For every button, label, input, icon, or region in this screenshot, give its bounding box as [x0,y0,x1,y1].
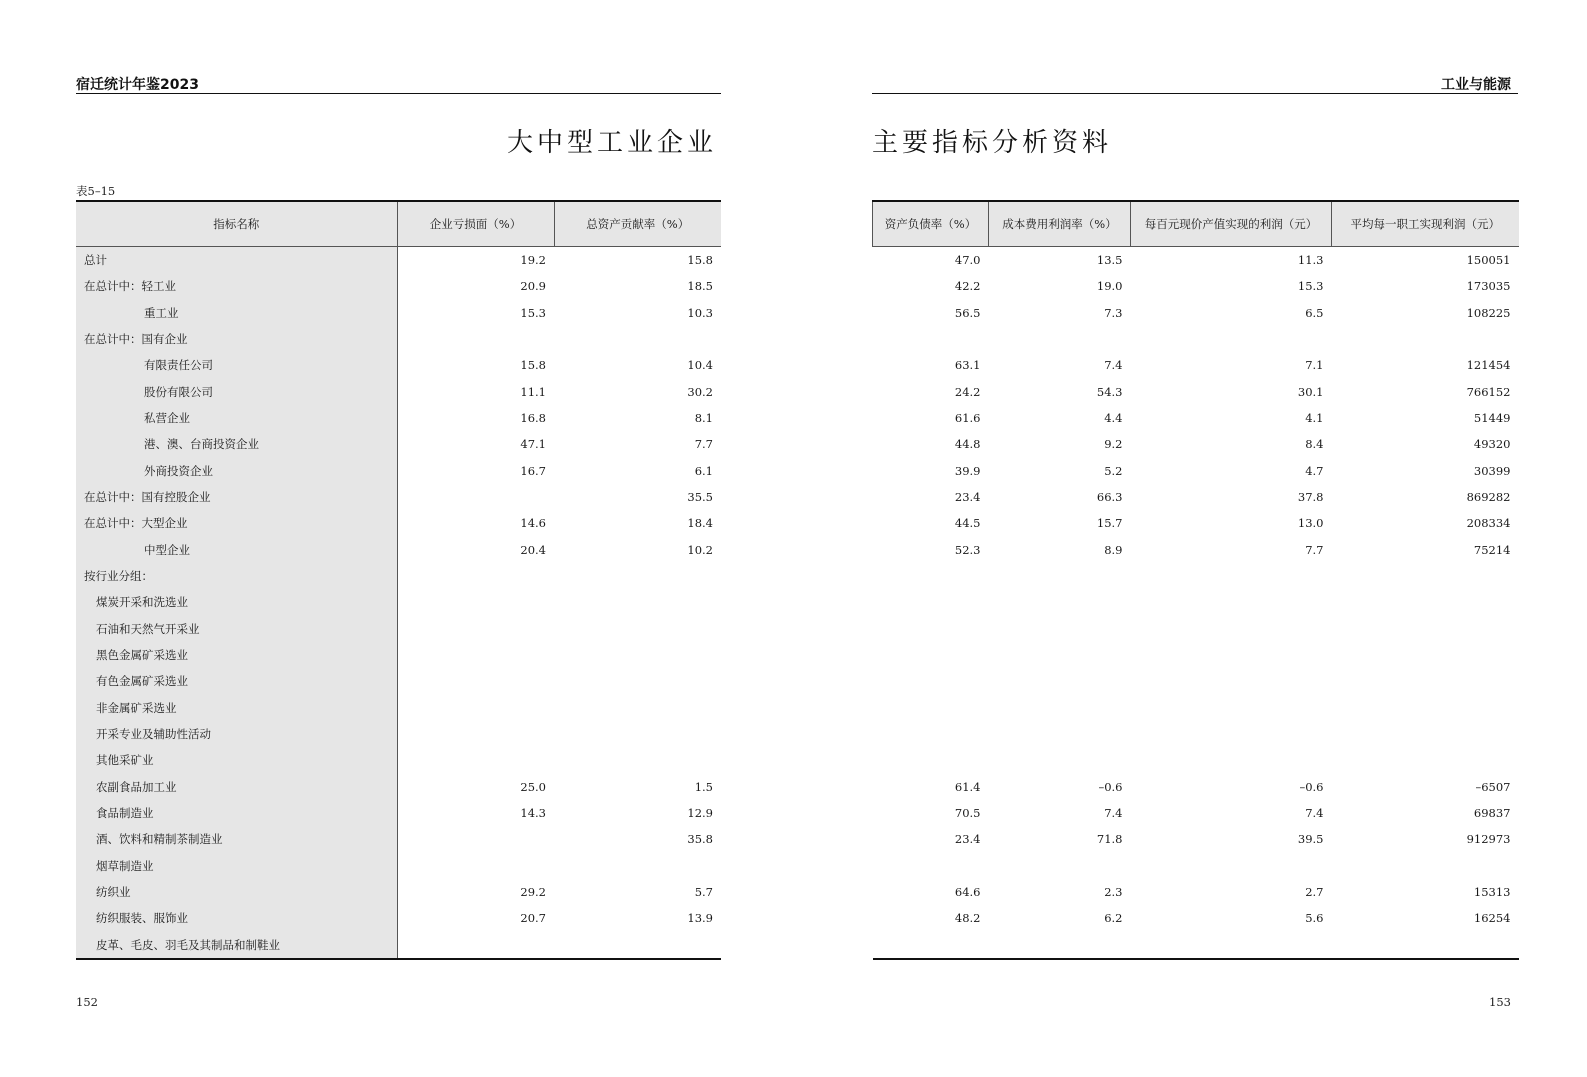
cell-cost-profit [989,616,1131,642]
cell-profit-per-worker [1332,668,1519,694]
cell-profit-per-100 [1131,853,1332,879]
page-title-right: 主要指标分析资料 [872,128,1113,158]
cell-cost-profit [989,589,1131,615]
cell-loss-rate: 15.3 [520,305,546,320]
cell-profit-per-worker: 150051 [1466,253,1511,268]
table-row [76,247,721,274]
cell-profit-per-100: 11.3 [1297,253,1324,268]
header-cost-profit-ratio: 成本费用利润率（%） [989,201,1131,247]
cell-debt-ratio: 23.4 [954,832,981,847]
cell-cost-profit: 7.3 [1104,305,1123,320]
cell-loss-rate [397,326,554,352]
table-row [76,774,721,800]
cell-asset-contrib: 6.1 [694,463,713,478]
cell-profit-per-worker: 15313 [1473,885,1511,900]
cell-asset-contrib: 8.1 [694,411,713,426]
table-row [873,826,1519,852]
cell-profit-per-worker [1332,589,1519,615]
cell-profit-per-100 [1131,642,1332,668]
header-debt-ratio: 资产负债率（%） [873,201,989,247]
running-head-left: 宿迁统计年鉴2023 [76,77,199,93]
cell-profit-per-worker: 869282 [1466,490,1511,505]
cell-profit-per-worker: –6507 [1475,779,1511,794]
cell-asset-contrib: 5.7 [694,885,713,900]
cell-loss-rate [397,616,554,642]
cell-profit-per-100: 30.1 [1297,384,1324,399]
table-row [873,563,1519,589]
cell-loss-rate [397,695,554,721]
cell-loss-rate: 20.9 [520,279,546,294]
cell-profit-per-100 [1131,326,1332,352]
cell-profit-per-100 [1131,616,1332,642]
table-row [76,721,721,747]
table-row [76,905,721,931]
cell-cost-profit: 7.4 [1104,358,1123,373]
row-label: 开采专业及辅助性活动 [76,721,397,747]
cell-debt-ratio: 23.4 [954,490,981,505]
table-row [76,853,721,879]
cell-profit-per-worker: 49320 [1473,437,1511,452]
table-row [76,616,721,642]
cell-asset-contrib: 15.8 [687,253,713,268]
cell-profit-per-100 [1131,721,1332,747]
left-table-body [76,247,721,959]
left-header-row [76,201,721,247]
cell-profit-per-100: 39.5 [1297,832,1324,847]
cell-loss-rate: 15.8 [520,358,546,373]
cell-asset-contrib: 1.5 [694,779,713,794]
row-label: 外商投资企业 [76,458,397,484]
cell-asset-contrib [554,747,721,773]
cell-profit-per-100: 6.5 [1305,305,1324,320]
cell-asset-contrib: 30.2 [687,384,713,399]
cell-debt-ratio [873,616,989,642]
table-row [873,431,1519,457]
row-label: 港、澳、台商投资企业 [76,431,397,457]
cell-debt-ratio [873,747,989,773]
table-row [873,905,1519,931]
cell-profit-per-100: 7.7 [1305,542,1324,557]
cell-debt-ratio: 48.2 [954,911,981,926]
cell-debt-ratio: 44.8 [954,437,981,452]
table-row [76,537,721,563]
table-row [76,589,721,615]
table-row [873,589,1519,615]
cell-debt-ratio: 70.5 [954,806,981,821]
cell-asset-contrib: 10.4 [687,358,713,373]
cell-cost-profit [989,747,1131,773]
row-label: 按行业分组： [76,563,397,589]
cell-cost-profit: 66.3 [1096,490,1123,505]
cell-profit-per-100: 7.4 [1305,806,1324,821]
table-row [76,300,721,326]
right-table-body [873,247,1519,959]
cell-debt-ratio: 63.1 [954,358,981,373]
table-row [873,695,1519,721]
cell-asset-contrib [554,853,721,879]
row-label: 食品制造业 [76,800,397,826]
cell-loss-rate: 47.1 [520,437,546,452]
cell-loss-rate: 29.2 [520,885,546,900]
cell-profit-per-100: 15.3 [1297,279,1324,294]
cell-loss-rate [397,589,554,615]
right-stat-table [872,200,1519,960]
row-label: 农副食品加工业 [76,774,397,800]
row-label: 总计 [76,247,397,274]
table-row [76,932,721,959]
header-loss-rate: 企业亏损面（%） [397,201,554,247]
table-row [873,537,1519,563]
row-label: 其他采矿业 [76,747,397,773]
cell-cost-profit [989,695,1131,721]
table-row [873,642,1519,668]
page-number-left: 152 [76,995,98,1009]
row-label: 煤炭开采和洗选业 [76,589,397,615]
cell-debt-ratio: 24.2 [954,384,981,399]
table-row [873,932,1519,959]
left-stat-table [76,200,721,960]
cell-asset-contrib: 18.5 [687,279,713,294]
table-row [873,879,1519,905]
table-row [873,747,1519,773]
cell-debt-ratio [873,668,989,694]
cell-asset-contrib [554,695,721,721]
header-rule-right [872,93,1518,94]
table-row [76,695,721,721]
cell-cost-profit [989,642,1131,668]
cell-cost-profit: 4.4 [1104,411,1123,426]
header-profit-per-worker: 平均每一职工实现利润（元） [1332,201,1519,247]
cell-cost-profit: 5.2 [1104,463,1123,478]
running-head-right: 工业与能源 [1441,77,1511,93]
cell-asset-contrib: 12.9 [687,806,713,821]
cell-loss-rate [397,484,554,510]
table-row [76,668,721,694]
row-label: 在总计中：国有企业 [76,326,397,352]
header-indicator-name: 指标名称 [76,201,397,247]
cell-profit-per-worker [1332,326,1519,352]
row-label: 纺织服装、服饰业 [76,905,397,931]
right-page [793,0,1587,1077]
cell-cost-profit [989,932,1131,959]
cell-profit-per-100: 13.0 [1297,516,1324,531]
cell-profit-per-worker [1332,642,1519,668]
header-rule-left [76,93,721,94]
table-row [873,300,1519,326]
row-label: 在总计中：国有控股企业 [76,484,397,510]
cell-debt-ratio: 64.6 [954,885,981,900]
cell-loss-rate [397,747,554,773]
cell-debt-ratio: 52.3 [954,542,981,557]
table-row [873,853,1519,879]
cell-cost-profit: 7.4 [1104,806,1123,821]
cell-asset-contrib: 13.9 [687,911,713,926]
page-number-right: 153 [1489,995,1511,1009]
cell-debt-ratio: 61.6 [954,411,981,426]
table-row [76,379,721,405]
cell-profit-per-worker [1332,616,1519,642]
cell-cost-profit [989,326,1131,352]
cell-cost-profit: 6.2 [1104,911,1123,926]
table-row [76,879,721,905]
row-label: 烟草制造业 [76,853,397,879]
cell-profit-per-100 [1131,932,1332,959]
cell-profit-per-worker: 121454 [1466,358,1511,373]
cell-asset-contrib: 10.2 [687,542,713,557]
cell-debt-ratio [873,853,989,879]
cell-loss-rate: 14.6 [520,516,546,531]
cell-loss-rate [397,668,554,694]
cell-debt-ratio: 39.9 [954,463,981,478]
cell-asset-contrib: 35.8 [687,832,713,847]
cell-debt-ratio [873,326,989,352]
cell-loss-rate: 20.4 [520,542,546,557]
cell-debt-ratio [873,932,989,959]
cell-profit-per-100: 2.7 [1305,885,1324,900]
cell-profit-per-worker: 766152 [1466,384,1511,399]
cell-profit-per-worker: 173035 [1466,279,1511,294]
page-title-left: 大中型工业企业 [506,128,717,158]
cell-cost-profit: 71.8 [1096,832,1123,847]
cell-profit-per-100: 8.4 [1305,437,1324,452]
table-row [76,431,721,457]
table-row [873,273,1519,299]
cell-asset-contrib: 18.4 [687,516,713,531]
table-row [76,405,721,431]
cell-debt-ratio [873,721,989,747]
table-row [873,616,1519,642]
cell-cost-profit: 13.5 [1096,253,1123,268]
table-row [76,642,721,668]
cell-profit-per-100 [1131,589,1332,615]
cell-asset-contrib: 35.5 [687,490,713,505]
cell-asset-contrib [554,616,721,642]
cell-cost-profit: 19.0 [1096,279,1123,294]
right-header-row [873,201,1519,247]
cell-profit-per-worker [1332,853,1519,879]
cell-cost-profit [989,668,1131,694]
table-row [873,484,1519,510]
cell-cost-profit: 2.3 [1104,885,1123,900]
cell-profit-per-worker: 16254 [1473,911,1511,926]
cell-loss-rate: 14.3 [520,806,546,821]
cell-debt-ratio: 42.2 [954,279,981,294]
cell-cost-profit: 54.3 [1096,384,1123,399]
cell-profit-per-100: 5.6 [1305,911,1324,926]
cell-loss-rate: 25.0 [520,779,546,794]
cell-profit-per-worker: 208334 [1466,516,1511,531]
table-row [873,510,1519,536]
table-row [873,326,1519,352]
table-row [76,826,721,852]
row-label: 私营企业 [76,405,397,431]
cell-profit-per-worker [1332,563,1519,589]
cell-loss-rate: 16.7 [520,463,546,478]
cell-cost-profit: 8.9 [1104,542,1123,557]
row-label: 酒、饮料和精制茶制造业 [76,826,397,852]
table-row [873,352,1519,378]
cell-cost-profit: –0.6 [1098,779,1123,794]
row-label: 黑色金属矿采选业 [76,642,397,668]
table-row [873,247,1519,274]
table-row [76,800,721,826]
row-label: 纺织业 [76,879,397,905]
table-row [76,510,721,536]
row-label: 皮革、毛皮、羽毛及其制品和制鞋业 [76,932,397,959]
cell-profit-per-100: 7.1 [1305,358,1324,373]
cell-cost-profit [989,563,1131,589]
table-number: 表5–15 [76,184,116,198]
cell-profit-per-100 [1131,747,1332,773]
cell-loss-rate: 16.8 [520,411,546,426]
cell-profit-per-worker [1332,932,1519,959]
cell-asset-contrib [554,563,721,589]
cell-cost-profit [989,721,1131,747]
row-label: 在总计中：轻工业 [76,273,397,299]
cell-profit-per-100: 4.1 [1305,411,1324,426]
cell-debt-ratio [873,695,989,721]
cell-cost-profit: 9.2 [1104,437,1123,452]
row-label: 非金属矿采选业 [76,695,397,721]
table-row [873,668,1519,694]
row-label: 有色金属矿采选业 [76,668,397,694]
cell-loss-rate [397,853,554,879]
left-page [0,0,793,1077]
cell-profit-per-100: 4.7 [1305,463,1324,478]
cell-asset-contrib [554,932,721,959]
cell-loss-rate [397,563,554,589]
table-row [76,273,721,299]
cell-profit-per-100 [1131,695,1332,721]
cell-profit-per-100: –0.6 [1299,779,1324,794]
cell-loss-rate [397,721,554,747]
header-profit-per-100: 每百元现价产值实现的利润（元） [1131,201,1332,247]
row-label: 石油和天然气开采业 [76,616,397,642]
cell-profit-per-worker: 51449 [1473,411,1511,426]
cell-asset-contrib: 7.7 [694,437,713,452]
row-label: 在总计中：大型企业 [76,510,397,536]
cell-profit-per-worker: 69837 [1473,806,1511,821]
table-row [76,563,721,589]
cell-debt-ratio [873,642,989,668]
cell-loss-rate: 20.7 [520,911,546,926]
cell-debt-ratio: 44.5 [954,516,981,531]
table-row [76,484,721,510]
cell-profit-per-worker [1332,747,1519,773]
cell-profit-per-worker: 75214 [1473,542,1511,557]
cell-asset-contrib [554,589,721,615]
cell-profit-per-100 [1131,563,1332,589]
cell-asset-contrib [554,326,721,352]
cell-profit-per-100: 37.8 [1297,490,1324,505]
table-row [873,458,1519,484]
cell-cost-profit: 15.7 [1096,516,1123,531]
table-row [873,800,1519,826]
table-row [873,774,1519,800]
cell-cost-profit [989,853,1131,879]
table-row [873,379,1519,405]
cell-asset-contrib [554,721,721,747]
cell-debt-ratio [873,563,989,589]
cell-debt-ratio: 47.0 [954,253,981,268]
header-asset-contribution: 总资产贡献率（%） [554,201,721,247]
cell-debt-ratio [873,589,989,615]
cell-debt-ratio: 61.4 [954,779,981,794]
cell-asset-contrib [554,668,721,694]
row-label: 有限责任公司 [76,352,397,378]
cell-loss-rate [397,826,554,852]
row-label: 重工业 [76,300,397,326]
cell-debt-ratio: 56.5 [954,305,981,320]
cell-profit-per-worker [1332,721,1519,747]
cell-loss-rate: 19.2 [520,253,546,268]
cell-asset-contrib [554,642,721,668]
table-row [76,458,721,484]
table-row [76,352,721,378]
cell-profit-per-worker: 108225 [1466,305,1511,320]
table-row [76,747,721,773]
table-row [873,405,1519,431]
cell-profit-per-worker: 30399 [1473,463,1511,478]
cell-loss-rate [397,642,554,668]
row-label: 中型企业 [76,537,397,563]
cell-profit-per-worker: 912973 [1466,832,1511,847]
cell-profit-per-worker [1332,695,1519,721]
cell-loss-rate [397,932,554,959]
row-label: 股份有限公司 [76,379,397,405]
cell-asset-contrib: 10.3 [687,305,713,320]
table-row [873,721,1519,747]
cell-profit-per-100 [1131,668,1332,694]
table-row [76,326,721,352]
cell-loss-rate: 11.1 [520,384,546,399]
